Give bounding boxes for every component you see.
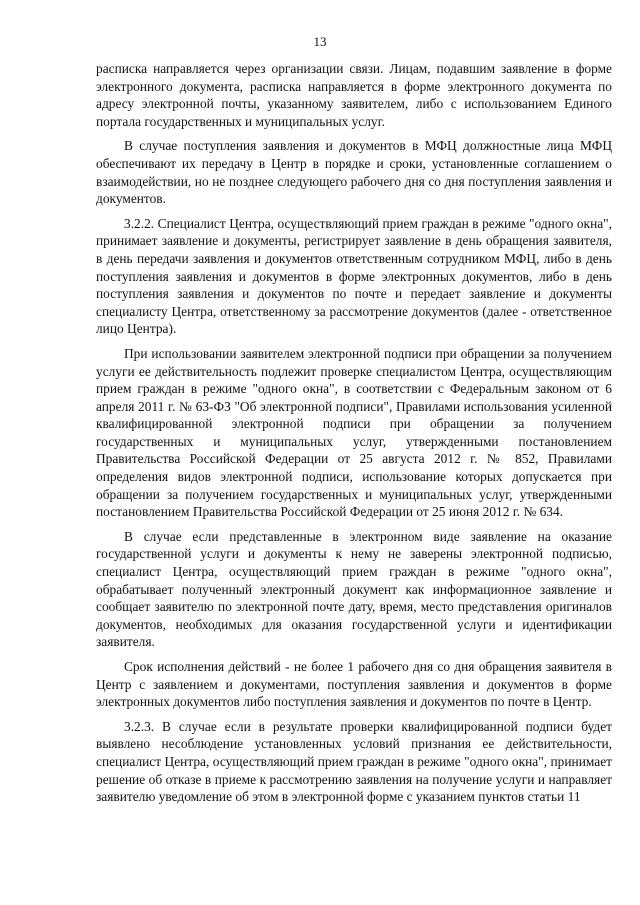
document-body [96, 60, 612, 813]
paragraph-section-3-2-2: 3.2.2. Специалист Центра, осуществляющий прием граждан в режиме "одного окна", принимает заявление и документы, регистрирует заявление в день обращения заявителя, в день передачи заявления и документов ответственным сотрудником МФЦ, либо в день поступления заявления и документов в форме электронных документов, либо в день поступления заявления и документов по почте и передает заявление и документы специалисту Центра, ответственному за рассмотрение документов (далее - ответственное лицо Центра). [96, 215, 612, 337]
paragraph-execution-term: Срок исполнения действий - не более 1 рабочего дня со дня обращения заявителя в Центр с заявлением и документами, поступления заявления и документов в форме электронных документов либо поступления заявления и документов по почте в Центр. [96, 659, 612, 710]
paragraph-unsigned-documents: В случае если представленные в электронном виде заявление на оказание государственной услуги и документы к нему не заверены электронной подписью, специалист Центра, осуществляющий прием граждан в режиме "одного окна", обрабатывает полученный электронный документ как информационное заявление и сообщает заявителю по электронной почте дату, время, место представления оригиналов документов, необходимых для оказания государственной услуги и идентификации заявителя. [96, 528, 612, 650]
page-number: 13 [313, 34, 327, 49]
paragraph-mfc-transfer: В случае поступления заявления и документов в МФЦ должностные лица МФЦ обеспечивают их передачу в Центр в порядке и сроки, установленные соглашением о взаимодействии, но не позднее следующего рабочего дня со дня поступления заявления и документов. [96, 138, 612, 207]
paragraph-receipt-delivery: расписка направляется через организации связи. Лицам, подавшим заявление в форме электронного документа, расписка направляется в форме электронного документа по адресу электронной почты, указанному заявителем, либо с использованием Единого портала государственных и муниципальных услуг. [96, 61, 612, 129]
paragraph-section-3-2-3: 3.2.3. В случае если в результате проверки квалифицированной подписи будет выявлено несоблюдение установленных условий признания ее действительности, специалист Центра, осуществляющий прием граждан в режиме "одного окна", принимает решение об отказе в приеме к рассмотрению заявления на получение услуги и направляет заявителю уведомление об этом в электронной форме с указанием пунктов статьи 11 [96, 718, 612, 805]
paragraph-electronic-signature: При использовании заявителем электронной подписи при обращении за получением услуги ее действительность подлежит проверке специалистом Центра, осуществляющим прием граждан в режиме "одного окна", в соответствии с Федеральным законом от 6 апреля 2011 г. № 63-ФЗ "Об электронной подписи", Правилами использования усиленной квалифицированной электронной подписи при обращении за получением государственных и муниципальных услуг, утвержденными постановлением Правительства Российской Федерации от 25 августа 2012 г. № 852, Правилами определения видов электронной подписи, использование которых допускается при обращении за получением государственных и муниципальных услуг, утвержденными постановлением Правительства Российской Федерации от 25 июня 2012 г. № 634. [96, 345, 612, 520]
